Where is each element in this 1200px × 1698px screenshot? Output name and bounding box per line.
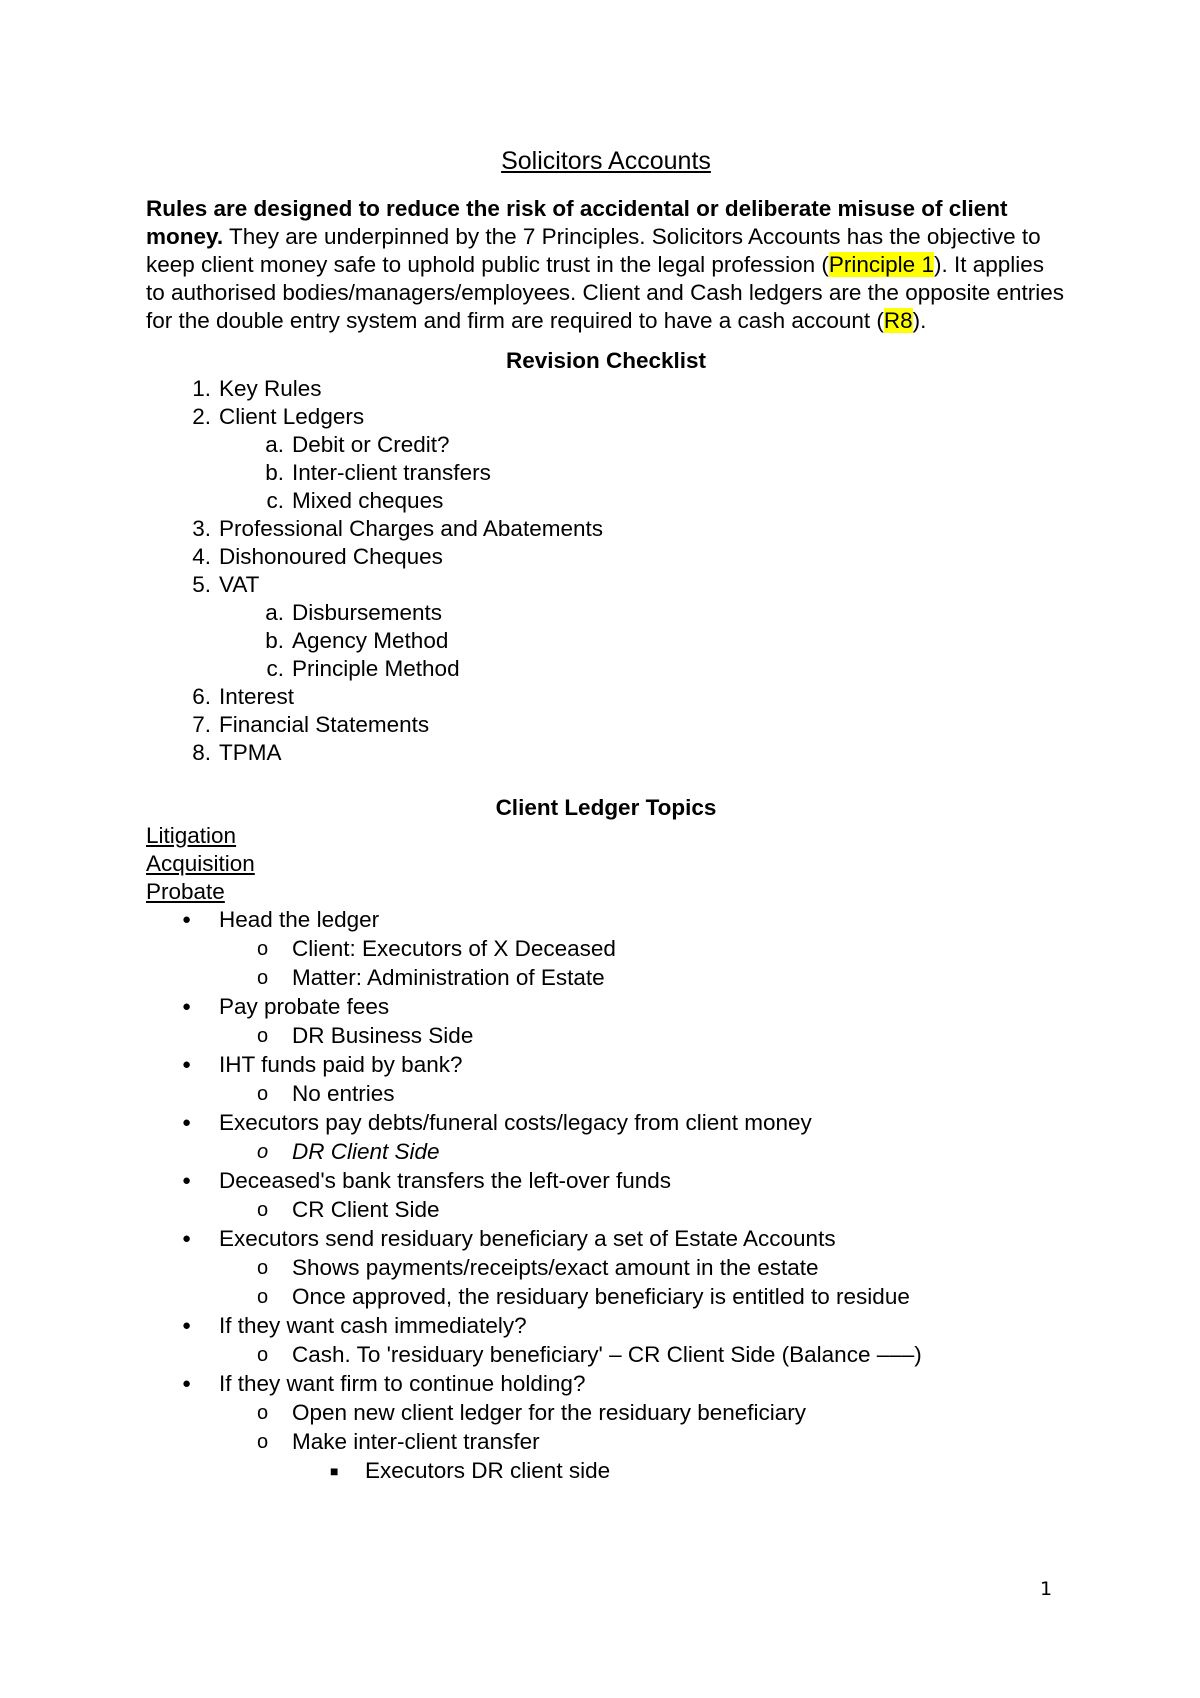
checklist-subitem bbox=[146, 459, 1066, 487]
bullet-text: If they want cash immediately? bbox=[219, 1313, 527, 1338]
revision-checklist bbox=[146, 375, 1066, 767]
checklist-item bbox=[146, 571, 1066, 599]
bullet-item bbox=[146, 993, 1066, 1022]
intro-bold-sentence: Rules are designed to reduce the risk of accidental or deliberate misuse of client money. bbox=[146, 196, 1008, 249]
list-marker: 3. bbox=[192, 516, 211, 541]
page-number: 1 bbox=[1040, 1578, 1053, 1600]
link-acquisition[interactable]: Acquisition bbox=[146, 851, 255, 876]
bullet-text: Head the ledger bbox=[219, 907, 380, 932]
bullet-item bbox=[146, 1109, 1066, 1138]
bullet-icon: ● bbox=[182, 998, 192, 1015]
list-marker: a. bbox=[265, 600, 284, 625]
bullet-text: No entries bbox=[292, 1081, 395, 1106]
checklist-item bbox=[146, 739, 1066, 767]
bullet-icon: ● bbox=[182, 1375, 192, 1392]
list-marker: 6. bbox=[192, 684, 211, 709]
list-marker: 5. bbox=[192, 572, 211, 597]
document-title: Solicitors Accounts bbox=[501, 147, 711, 175]
bullet-text: Shows payments/receipts/exact amount in the estate bbox=[292, 1255, 819, 1280]
list-marker: 8. bbox=[192, 740, 211, 765]
checklist-item bbox=[146, 403, 1066, 431]
bullet-text: Client: Executors of X Deceased bbox=[292, 936, 616, 961]
list-text: Disbursements bbox=[292, 600, 443, 625]
bullet-text: Once approved, the residuary beneficiary is entitled to residue bbox=[292, 1284, 910, 1309]
list-text: VAT bbox=[219, 572, 260, 597]
circle-bullet-icon: o bbox=[257, 1402, 269, 1424]
square-bullet-icon: ■ bbox=[330, 1463, 339, 1479]
circle-bullet-icon: o bbox=[257, 1141, 269, 1163]
circle-bullet-icon: o bbox=[257, 1083, 269, 1105]
circle-bullet-icon: o bbox=[257, 938, 269, 960]
bullet-text: If they want firm to continue holding? bbox=[219, 1371, 586, 1396]
bullet-text: Deceased's bank transfers the left-over funds bbox=[219, 1168, 672, 1193]
client-ledger-topics-heading: Client Ledger Topics bbox=[495, 795, 717, 820]
checklist-subitem bbox=[146, 599, 1066, 627]
sub-bullet-item bbox=[146, 1341, 1066, 1370]
bullet-text: Executors pay debts/funeral costs/legacy from client money bbox=[219, 1110, 812, 1135]
intro-text-1: They are underpinned by the 7 Principles. Solicitors Accounts has the objective to keep client money safe to uphold public trust in the legal profession ( bbox=[146, 224, 1041, 277]
bullet-icon: ● bbox=[182, 1172, 192, 1189]
checklist-subitem bbox=[146, 431, 1066, 459]
list-marker: 7. bbox=[192, 712, 211, 737]
sub-bullet-item bbox=[146, 1080, 1066, 1109]
bullet-text: Cash. To 'residuary beneficiary' – CR Client Side (Balance –––) bbox=[292, 1342, 922, 1367]
bullet-item bbox=[146, 906, 1066, 935]
list-text: Dishonoured Cheques bbox=[219, 544, 443, 569]
circle-bullet-icon: o bbox=[257, 967, 269, 989]
highlight-principle-1: Principle 1 bbox=[828, 252, 934, 277]
link-probate[interactable]: Probate bbox=[146, 879, 225, 904]
bullet-text: DR Business Side bbox=[292, 1023, 474, 1048]
list-text: Principle Method bbox=[292, 656, 460, 681]
bullet-text: Executors send residuary beneficiary a set of Estate Accounts bbox=[219, 1226, 836, 1251]
bullet-icon: ● bbox=[182, 1230, 192, 1247]
list-marker: b. bbox=[265, 460, 284, 485]
list-marker: b. bbox=[265, 628, 284, 653]
sub-bullet-item bbox=[146, 935, 1066, 964]
bullet-item bbox=[146, 1225, 1066, 1254]
checklist-item bbox=[146, 515, 1066, 543]
bullet-text: DR Client Side bbox=[292, 1139, 440, 1164]
bullet-icon: ● bbox=[182, 1317, 192, 1334]
list-text: Client Ledgers bbox=[219, 404, 365, 429]
list-marker: a. bbox=[265, 432, 284, 457]
intro-text-2: ). It applies to authorised bodies/managers/employees. Client and Cash ledgers are the opposite entries for the double entry system and firm are required to have a cash account ( bbox=[146, 252, 1065, 333]
bullet-item bbox=[146, 1312, 1066, 1341]
bullet-text: Open new client ledger for the residuary beneficiary bbox=[292, 1400, 807, 1425]
bullet-text: Executors DR client side bbox=[365, 1458, 611, 1483]
link-litigation[interactable]: Litigation bbox=[146, 823, 237, 848]
bullet-item bbox=[146, 1370, 1066, 1399]
list-text: Debit or Credit? bbox=[292, 432, 450, 457]
circle-bullet-icon: o bbox=[257, 1286, 269, 1308]
list-text: Interest bbox=[219, 684, 295, 709]
circle-bullet-icon: o bbox=[257, 1344, 269, 1366]
list-marker: 1. bbox=[192, 376, 211, 401]
sub-bullet-item bbox=[146, 964, 1066, 993]
sub-bullet-item bbox=[146, 1399, 1066, 1428]
circle-bullet-icon: o bbox=[257, 1025, 269, 1047]
sub-bullet-item bbox=[146, 1022, 1066, 1051]
bullet-icon: ● bbox=[182, 911, 192, 928]
checklist-subitem bbox=[146, 487, 1066, 515]
checklist-item bbox=[146, 683, 1066, 711]
list-marker: 4. bbox=[192, 544, 211, 569]
sub-bullet-item bbox=[146, 1138, 1066, 1167]
list-text: Key Rules bbox=[219, 376, 322, 401]
circle-bullet-icon: o bbox=[257, 1199, 269, 1221]
checklist-subitem bbox=[146, 627, 1066, 655]
bullet-text: IHT funds paid by bank? bbox=[219, 1052, 463, 1077]
intro-paragraph bbox=[146, 195, 1066, 335]
highlight-r8: R8 bbox=[883, 308, 913, 333]
sub-sub-bullet-item bbox=[146, 1457, 1066, 1486]
list-text: Agency Method bbox=[292, 628, 449, 653]
list-marker: 2. bbox=[192, 404, 211, 429]
list-text: Inter-client transfers bbox=[292, 460, 491, 485]
list-text: Financial Statements bbox=[219, 712, 430, 737]
list-text: Professional Charges and Abatements bbox=[219, 516, 603, 541]
probate-bullet-list bbox=[146, 906, 1066, 1486]
checklist-item bbox=[146, 375, 1066, 403]
revision-checklist-heading: Revision Checklist bbox=[505, 348, 707, 373]
intro-text-3: ). bbox=[912, 308, 927, 333]
sub-bullet-item bbox=[146, 1196, 1066, 1225]
circle-bullet-icon: o bbox=[257, 1257, 269, 1279]
list-marker: c. bbox=[266, 488, 284, 513]
circle-bullet-icon: o bbox=[257, 1431, 269, 1453]
bullet-icon: ● bbox=[182, 1114, 192, 1131]
bullet-text: Matter: Administration of Estate bbox=[292, 965, 605, 990]
document-page bbox=[146, 140, 1066, 1486]
list-text: TPMA bbox=[219, 740, 282, 765]
checklist-subitem bbox=[146, 655, 1066, 683]
sub-bullet-item bbox=[146, 1428, 1066, 1457]
checklist-item bbox=[146, 543, 1066, 571]
sub-bullet-item bbox=[146, 1254, 1066, 1283]
bullet-text: Make inter-client transfer bbox=[292, 1429, 540, 1454]
bullet-text: Pay probate fees bbox=[219, 994, 390, 1019]
checklist-item bbox=[146, 711, 1066, 739]
bullet-text: CR Client Side bbox=[292, 1197, 440, 1222]
bullet-item bbox=[146, 1051, 1066, 1080]
list-text: Mixed cheques bbox=[292, 488, 444, 513]
bullet-item bbox=[146, 1167, 1066, 1196]
list-marker: c. bbox=[266, 656, 284, 681]
bullet-icon: ● bbox=[182, 1056, 192, 1073]
sub-bullet-item bbox=[146, 1283, 1066, 1312]
